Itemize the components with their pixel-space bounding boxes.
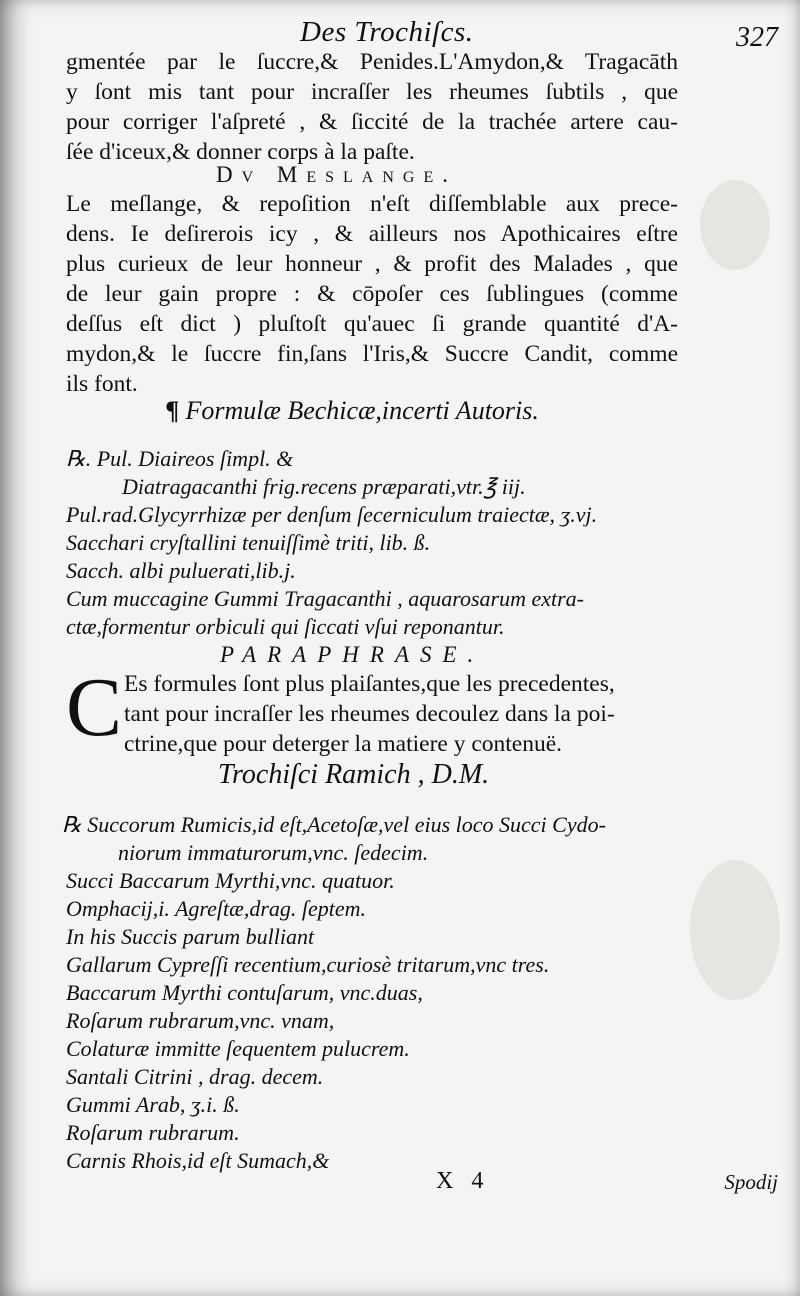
page-stain	[700, 180, 770, 270]
recipe-line: Sacchari cryſtallini tenuiſſimè triti, lib. ß.	[66, 530, 431, 555]
running-head: Des Trochiſcs.	[300, 16, 474, 48]
section-heading: PARAPHRASE.	[220, 642, 485, 667]
recipe-line: Roſarum rubrarum,vnc. vnam,	[66, 1008, 335, 1033]
pilcrow-icon: ¶	[166, 396, 179, 425]
section-heading: Dv Meslange.	[216, 162, 457, 187]
signature-mark: X 4	[436, 1168, 490, 1194]
text-line: ctrine,que pour deterger la matiere y contenuë.	[124, 731, 563, 757]
recipe-line: Roſarum rubrarum.	[66, 1120, 240, 1145]
page-footer	[0, 1162, 800, 1202]
text-line: deſſus eſt dict ) pluſtoſt qu'auec ſi grande quantité d'A-	[66, 311, 678, 337]
recipe-line: ctæ,formentur orbiculi qui ſiccati vſui reponantur.	[66, 614, 505, 639]
recipe-line: Cum muccagine Gummi Tragacanthi , aquarosarum extra-	[66, 586, 584, 611]
formula-title: Formulæ Bechicæ,incerti Autoris.	[185, 396, 539, 425]
text-line: Le meſlange, & repoſition n'eſt diſſemblable aux prece-	[66, 191, 678, 217]
recipe-heading: Trochiſci Ramich , D.M.	[218, 759, 490, 790]
text-line: plus curieux de leur honneur , & profit des Malades , que	[66, 251, 678, 277]
recipe-line: Gallarum Cypreſſi recentium,curiosè tritarum,vnc tres.	[66, 952, 550, 977]
recipe-line: Carnis Rhois,id eſt Sumach,&	[66, 1148, 330, 1173]
page-number: 327	[736, 22, 778, 53]
recipe-line: Sacch. albi puluerati,lib.j.	[66, 558, 296, 583]
recipe-line: ℞ Succorum Rumicis,id eſt,Acetoſæ,vel eius loco Succi Cydo-	[62, 812, 606, 837]
recipe-line: Succi Baccarum Myrthi,vnc. quatuor.	[66, 868, 395, 893]
text-line: dens. Ie deſirerois icy , & ailleurs nos Apothicaires eſtre	[66, 221, 678, 247]
text-line: de leur gain propre : & cōpoſer ces ſublingues (comme	[66, 281, 678, 307]
recipe-line: In his Succis parum bulliant	[66, 924, 315, 949]
recipe-line: Pul.rad.Glycyrrhizæ per denſum ſecerniculum traiectæ, ʒ.vj.	[66, 502, 598, 527]
text-line: tant pour incraſſer les rheumes decoulez dans la poi-	[124, 701, 615, 727]
recipe-line: Gummi Arab, ʒ.i. ß.	[66, 1092, 240, 1117]
recipe-line: Diatragacanthi frig.recens præparati,vtr.℥ iij.	[122, 474, 526, 499]
text-line: y ſont mis tant pour incraſſer les rheumes ſubtils , que	[66, 79, 678, 105]
drop-cap: C	[66, 661, 123, 754]
recipe-line: Omphacij,i. Agreſtæ,drag. ſeptem.	[66, 896, 367, 921]
page-stain	[690, 860, 780, 1000]
recipe-line: Colaturæ immitte ſequentem pulucrem.	[66, 1036, 410, 1061]
text-line: Es formules ſont plus plaiſantes,que les precedentes,	[124, 671, 615, 697]
catchword: Spodij	[724, 1170, 778, 1194]
text-line: gmentée par le ſuccre,& Penides.L'Amydon,& Tragacāth	[66, 49, 678, 75]
recipe-line: niorum immaturorum,vnc. ſedecim.	[118, 840, 429, 865]
formula-heading	[166, 396, 539, 425]
text-line: mydon,& le ſuccre fin,ſans l'Iris,& Succre Candit, comme	[66, 341, 678, 367]
page-header	[60, 8, 778, 53]
recipe-line: ℞. Pul. Diaireos ſimpl. &	[66, 446, 294, 471]
text-line: ils font.	[66, 371, 138, 397]
text-line: pour corriger l'aſpreté , & ſiccité de la trachée artere cau-	[66, 109, 678, 135]
recipe-line: Baccarum Myrthi contuſarum, vnc.duas,	[66, 980, 423, 1005]
text-line: ſée d'iceux,& donner corps à la paſte.	[66, 139, 415, 165]
recipe-line: Santali Citrini , drag. decem.	[66, 1064, 324, 1089]
